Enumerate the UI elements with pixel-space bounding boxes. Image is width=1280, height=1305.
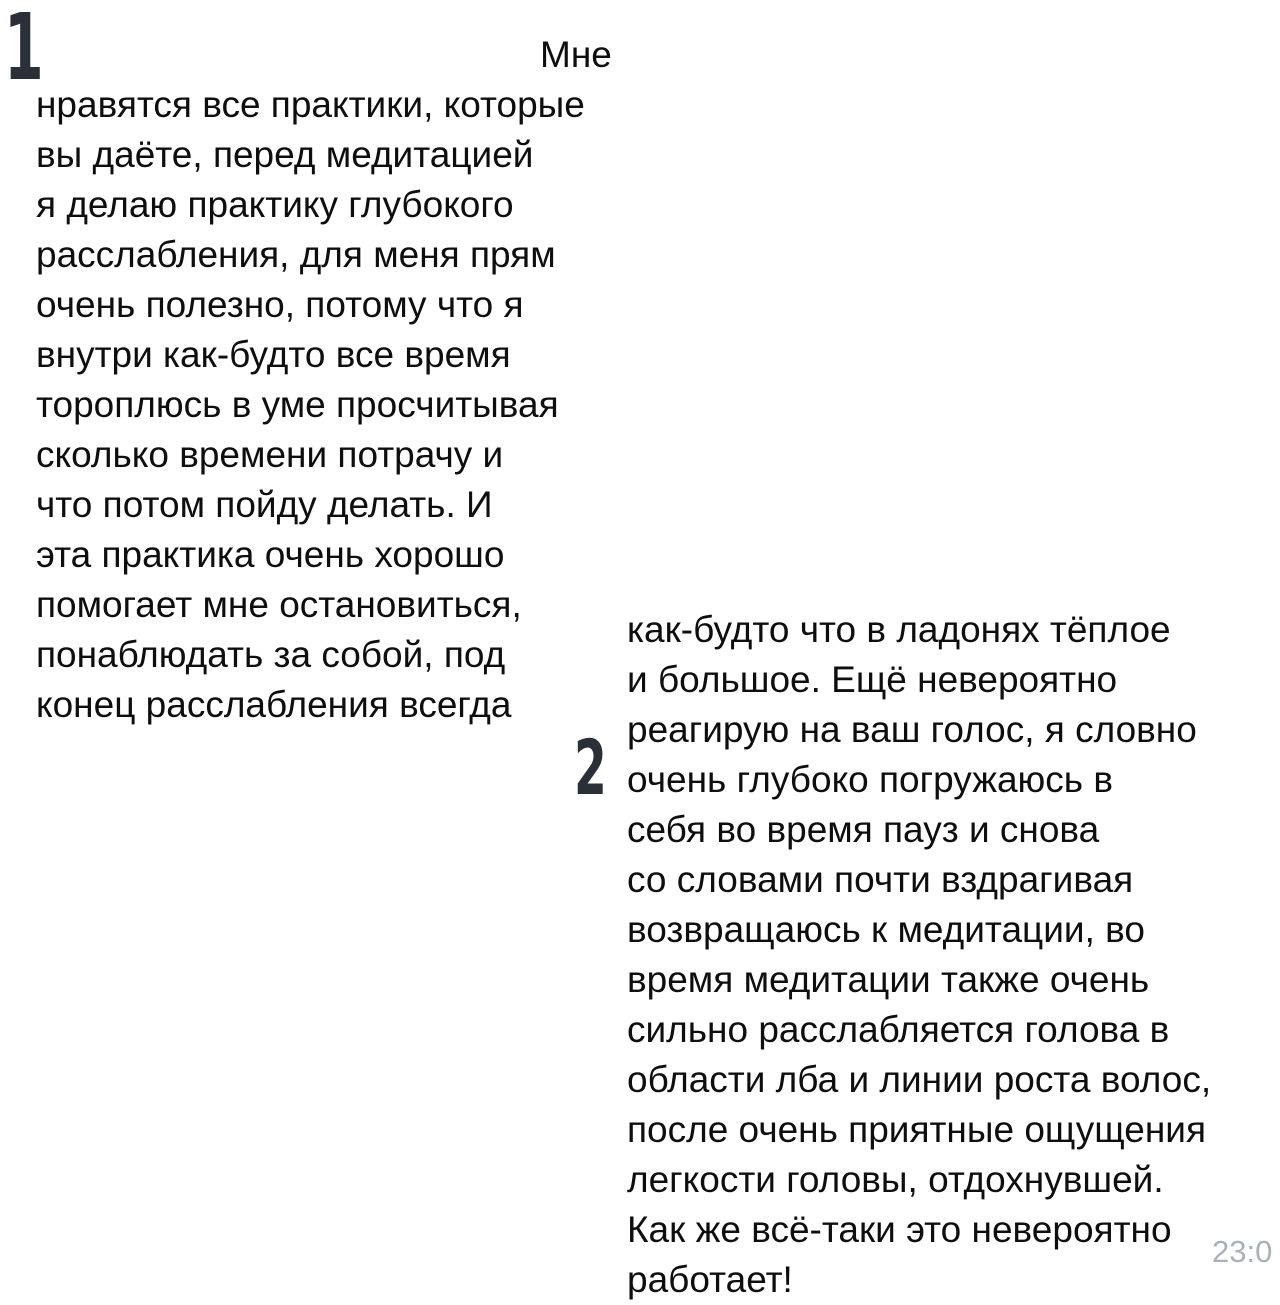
message-1-line: расслабления, для меня прям <box>36 234 556 275</box>
message-2-line: себя во время пауз и снова <box>627 809 1100 850</box>
message-2-line: как-будто что в ладонях тёплое <box>627 609 1171 650</box>
message-1-line: нравятся все практики, которые <box>36 84 585 125</box>
message-1-line: что потом пойду делать. И <box>36 484 493 525</box>
message-1-line: конец расслабления всегда <box>36 684 512 725</box>
message-1-line: внутри как-будто все время <box>36 334 511 375</box>
marker-2: 2 <box>574 723 607 812</box>
message-1-line: очень полезно, потому что я <box>36 284 524 325</box>
message-2-line: время медитации также очень <box>627 959 1150 1000</box>
message-1 <box>36 30 696 730</box>
message-1-line: я делаю практику глубокого <box>36 184 514 225</box>
message-1-line: помогает мне остановиться, <box>36 584 522 625</box>
message-1-line: сколько времени потрачу и <box>36 434 504 475</box>
message-2-line: области лба и линии роста волос, <box>627 1059 1212 1100</box>
message-1-line: эта практика очень хорошо <box>36 534 505 575</box>
message-1-line: тороплюсь в уме просчитывая <box>36 384 559 425</box>
message-2-line: очень глубоко погружаюсь в <box>627 759 1114 800</box>
message-2-line: возвращаюсь к медитации, во <box>627 909 1145 950</box>
message-2 <box>627 605 1272 1305</box>
marker-1: 1 <box>4 0 44 101</box>
message-1-line: понаблюдать за собой, под <box>36 634 506 675</box>
message-2-line: работает! <box>627 1259 793 1300</box>
message-2-line: легкости головы, отдохнувшей. <box>627 1159 1164 1200</box>
message-timestamp: 23:0 <box>1212 1234 1273 1269</box>
message-1-line: вы даёте, перед медитацией <box>36 134 534 175</box>
message-2-line: Как же всё-таки это невероятно <box>627 1209 1172 1250</box>
message-2-line: реагирую на ваш голос, я словно <box>627 709 1197 750</box>
message-1-line: Мне <box>540 34 612 75</box>
message-2-line: после очень приятные ощущения <box>627 1109 1206 1150</box>
message-2-line: со словами почти вздрагивая <box>627 859 1134 900</box>
message-2-line: сильно расслабляется голова в <box>627 1009 1170 1050</box>
message-2-line: и большое. Ещё невероятно <box>627 659 1118 700</box>
